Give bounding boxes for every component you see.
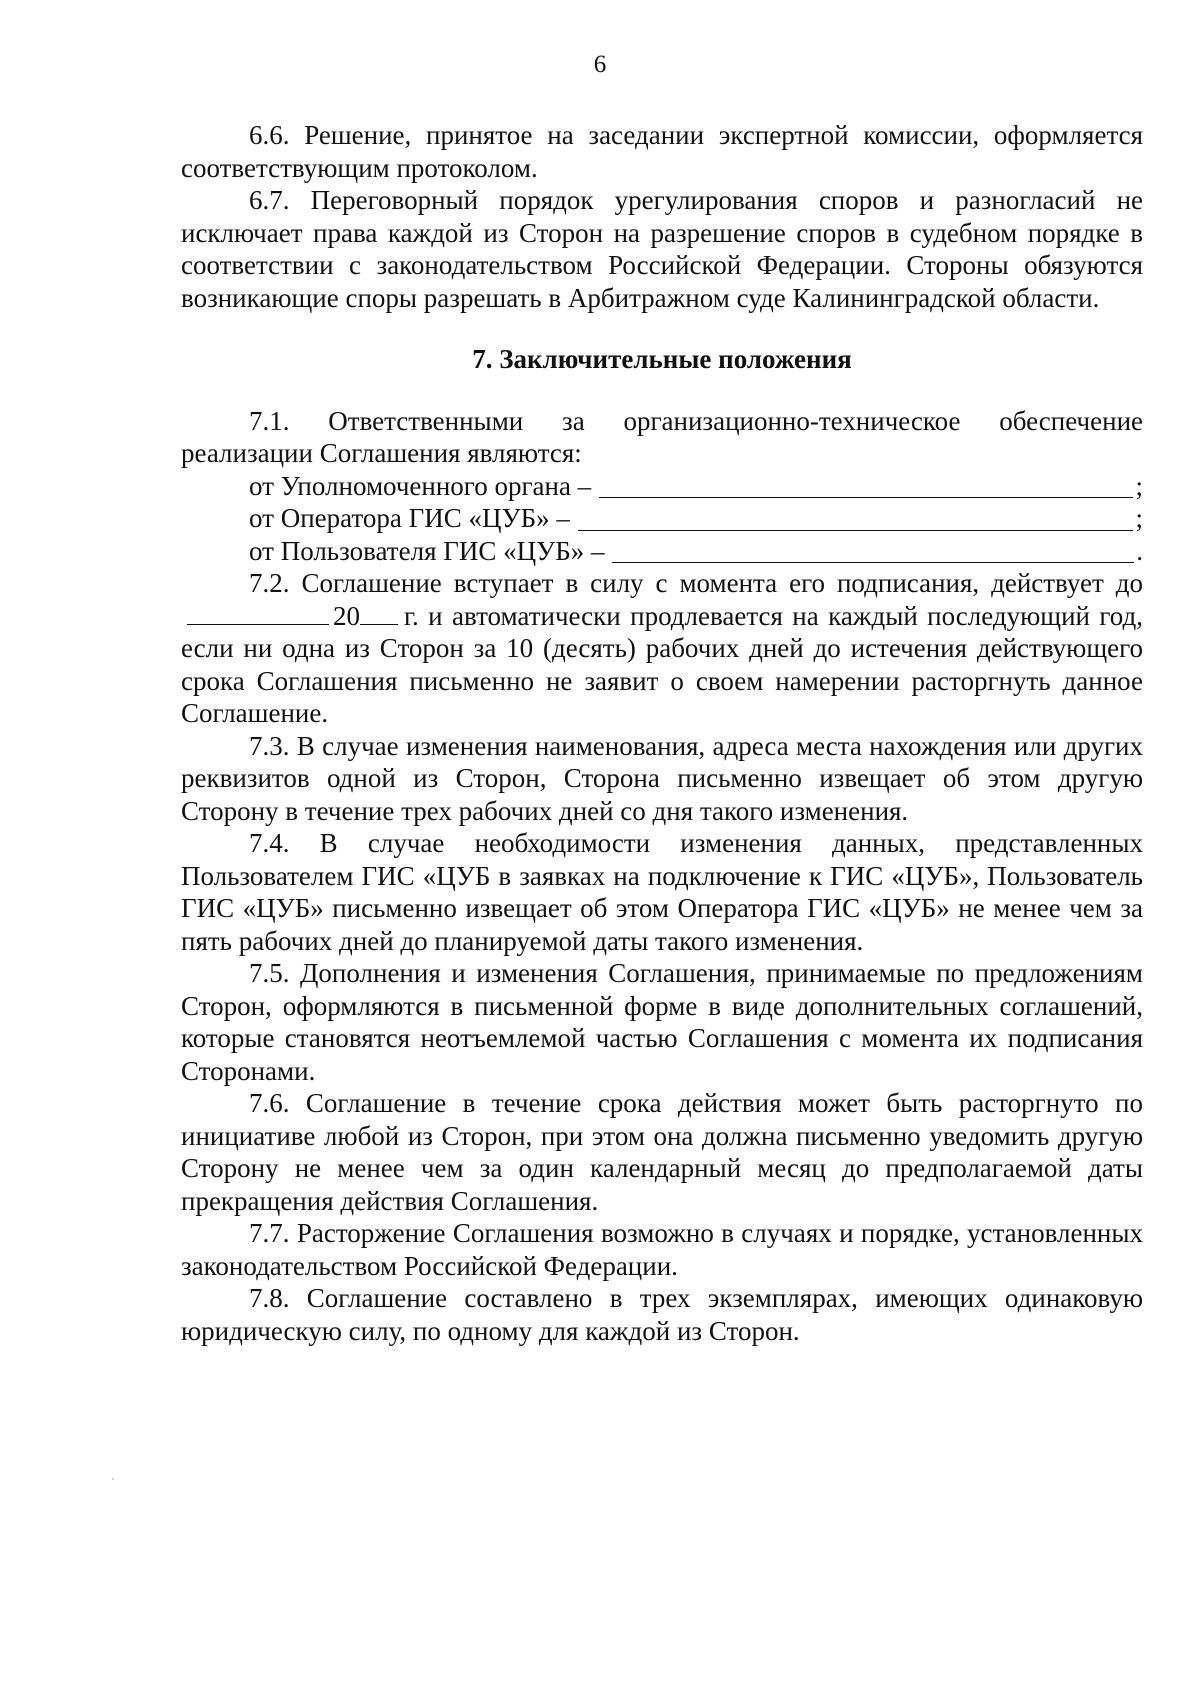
paragraph-7-8: 7.8. Соглашение составлено в трех экземплярах, имеющих одинаковую юридическую силу, по одному для каждой из Сторон. bbox=[181, 1283, 1143, 1346]
responsible-label-operator: от Оператора ГИС «ЦУБ» – bbox=[249, 503, 570, 533]
responsible-label-authority: от Уполномоченного органа – bbox=[249, 470, 592, 501]
paragraph-7-2 bbox=[181, 567, 1143, 730]
blank-field-operator bbox=[578, 506, 1134, 531]
paragraph-6-6: 6.6. Решение, принятое на заседании экспертной комиссии, оформляется соответствующим протоколом. bbox=[181, 120, 1143, 183]
responsible-line-authority bbox=[249, 470, 1143, 503]
page-number: 6 bbox=[593, 51, 607, 78]
responsible-end-authority: ; bbox=[1135, 470, 1143, 501]
responsible-line-operator bbox=[249, 502, 1143, 535]
responsible-end-operator: ; bbox=[1135, 503, 1143, 533]
paragraph-7-2-rest: г. и автоматически продлевается на каждый последующий год, если ни одна из Сторон за 10 (десять) рабочих дней до истечения действующего срока Соглашения письменно не заявит о своем намерении расторгнуть данное Соглашение. bbox=[181, 600, 1143, 728]
paragraph-6-7: 6.7. Переговорный порядок урегулирования споров и разногласий не исключает права каждой из Сторон на разрешение споров в судебном порядке в соответствии с законодательством Российской Федерации. Стороны обязуются возникающие споры разрешать в Арбитражном суде Калининградской области. bbox=[181, 185, 1143, 313]
document-body bbox=[181, 119, 1143, 1347]
blank-field-user bbox=[612, 538, 1134, 563]
section-7-heading: 7. Заключительные положения bbox=[472, 344, 852, 374]
responsible-label-user: от Пользователя ГИС «ЦУБ» – bbox=[249, 535, 605, 566]
year-prefix: 20 bbox=[333, 600, 360, 631]
paragraph-7-5: 7.5. Дополнения и изменения Соглашения, принимаемые по предложениям Сторон, оформляются в письменной форме в виде дополнительных соглашений, которые становятся неотъемлемой частью Соглашения с момента их подписания Сторонами. bbox=[181, 958, 1143, 1086]
blank-field-authority bbox=[599, 473, 1133, 498]
paragraph-7-6: 7.6. Соглашение в течение срока действия может быть расторгнуто по инициативе любой из Сторон, при этом она должна письменно уведомить другую Сторону не менее чем за один календарный месяц до предполагаемой даты прекращения действия Соглашения. bbox=[181, 1088, 1143, 1216]
blank-field-day bbox=[187, 600, 329, 625]
responsible-end-user: . bbox=[1136, 535, 1143, 566]
paragraph-7-3: 7.3. В случае изменения наименования, адреса места нахождения или других реквизитов одной из Сторон, Сторона письменно извещает об этом другую Сторону в течение трех рабочих дней со дня такого изменения. bbox=[181, 730, 1143, 826]
scan-speck bbox=[112, 1478, 114, 1480]
blank-field-year bbox=[360, 600, 398, 625]
responsible-line-user bbox=[249, 535, 1143, 568]
paragraph-7-7: 7.7. Расторжение Соглашения возможно в случаях и порядке, установленных законодательством Российской Федерации. bbox=[181, 1218, 1143, 1281]
paragraph-7-2-start: 7.2. Соглашение вступает в силу с момента его подписания, действует до bbox=[249, 568, 1143, 598]
paragraph-7-4: 7.4. В случае необходимости изменения данных, представленных Пользователем ГИС «ЦУБ в заявках на подключение к ГИС «ЦУБ», Пользователь ГИС «ЦУБ» письменно извещает об этом Оператора ГИС «ЦУБ» не менее чем за пять рабочих дней до планируемой даты такого изменения. bbox=[181, 828, 1143, 956]
paragraph-7-1: 7.1. Ответственными за организационно-техническое обеспечение реализации Соглашения являются: bbox=[181, 405, 1143, 468]
